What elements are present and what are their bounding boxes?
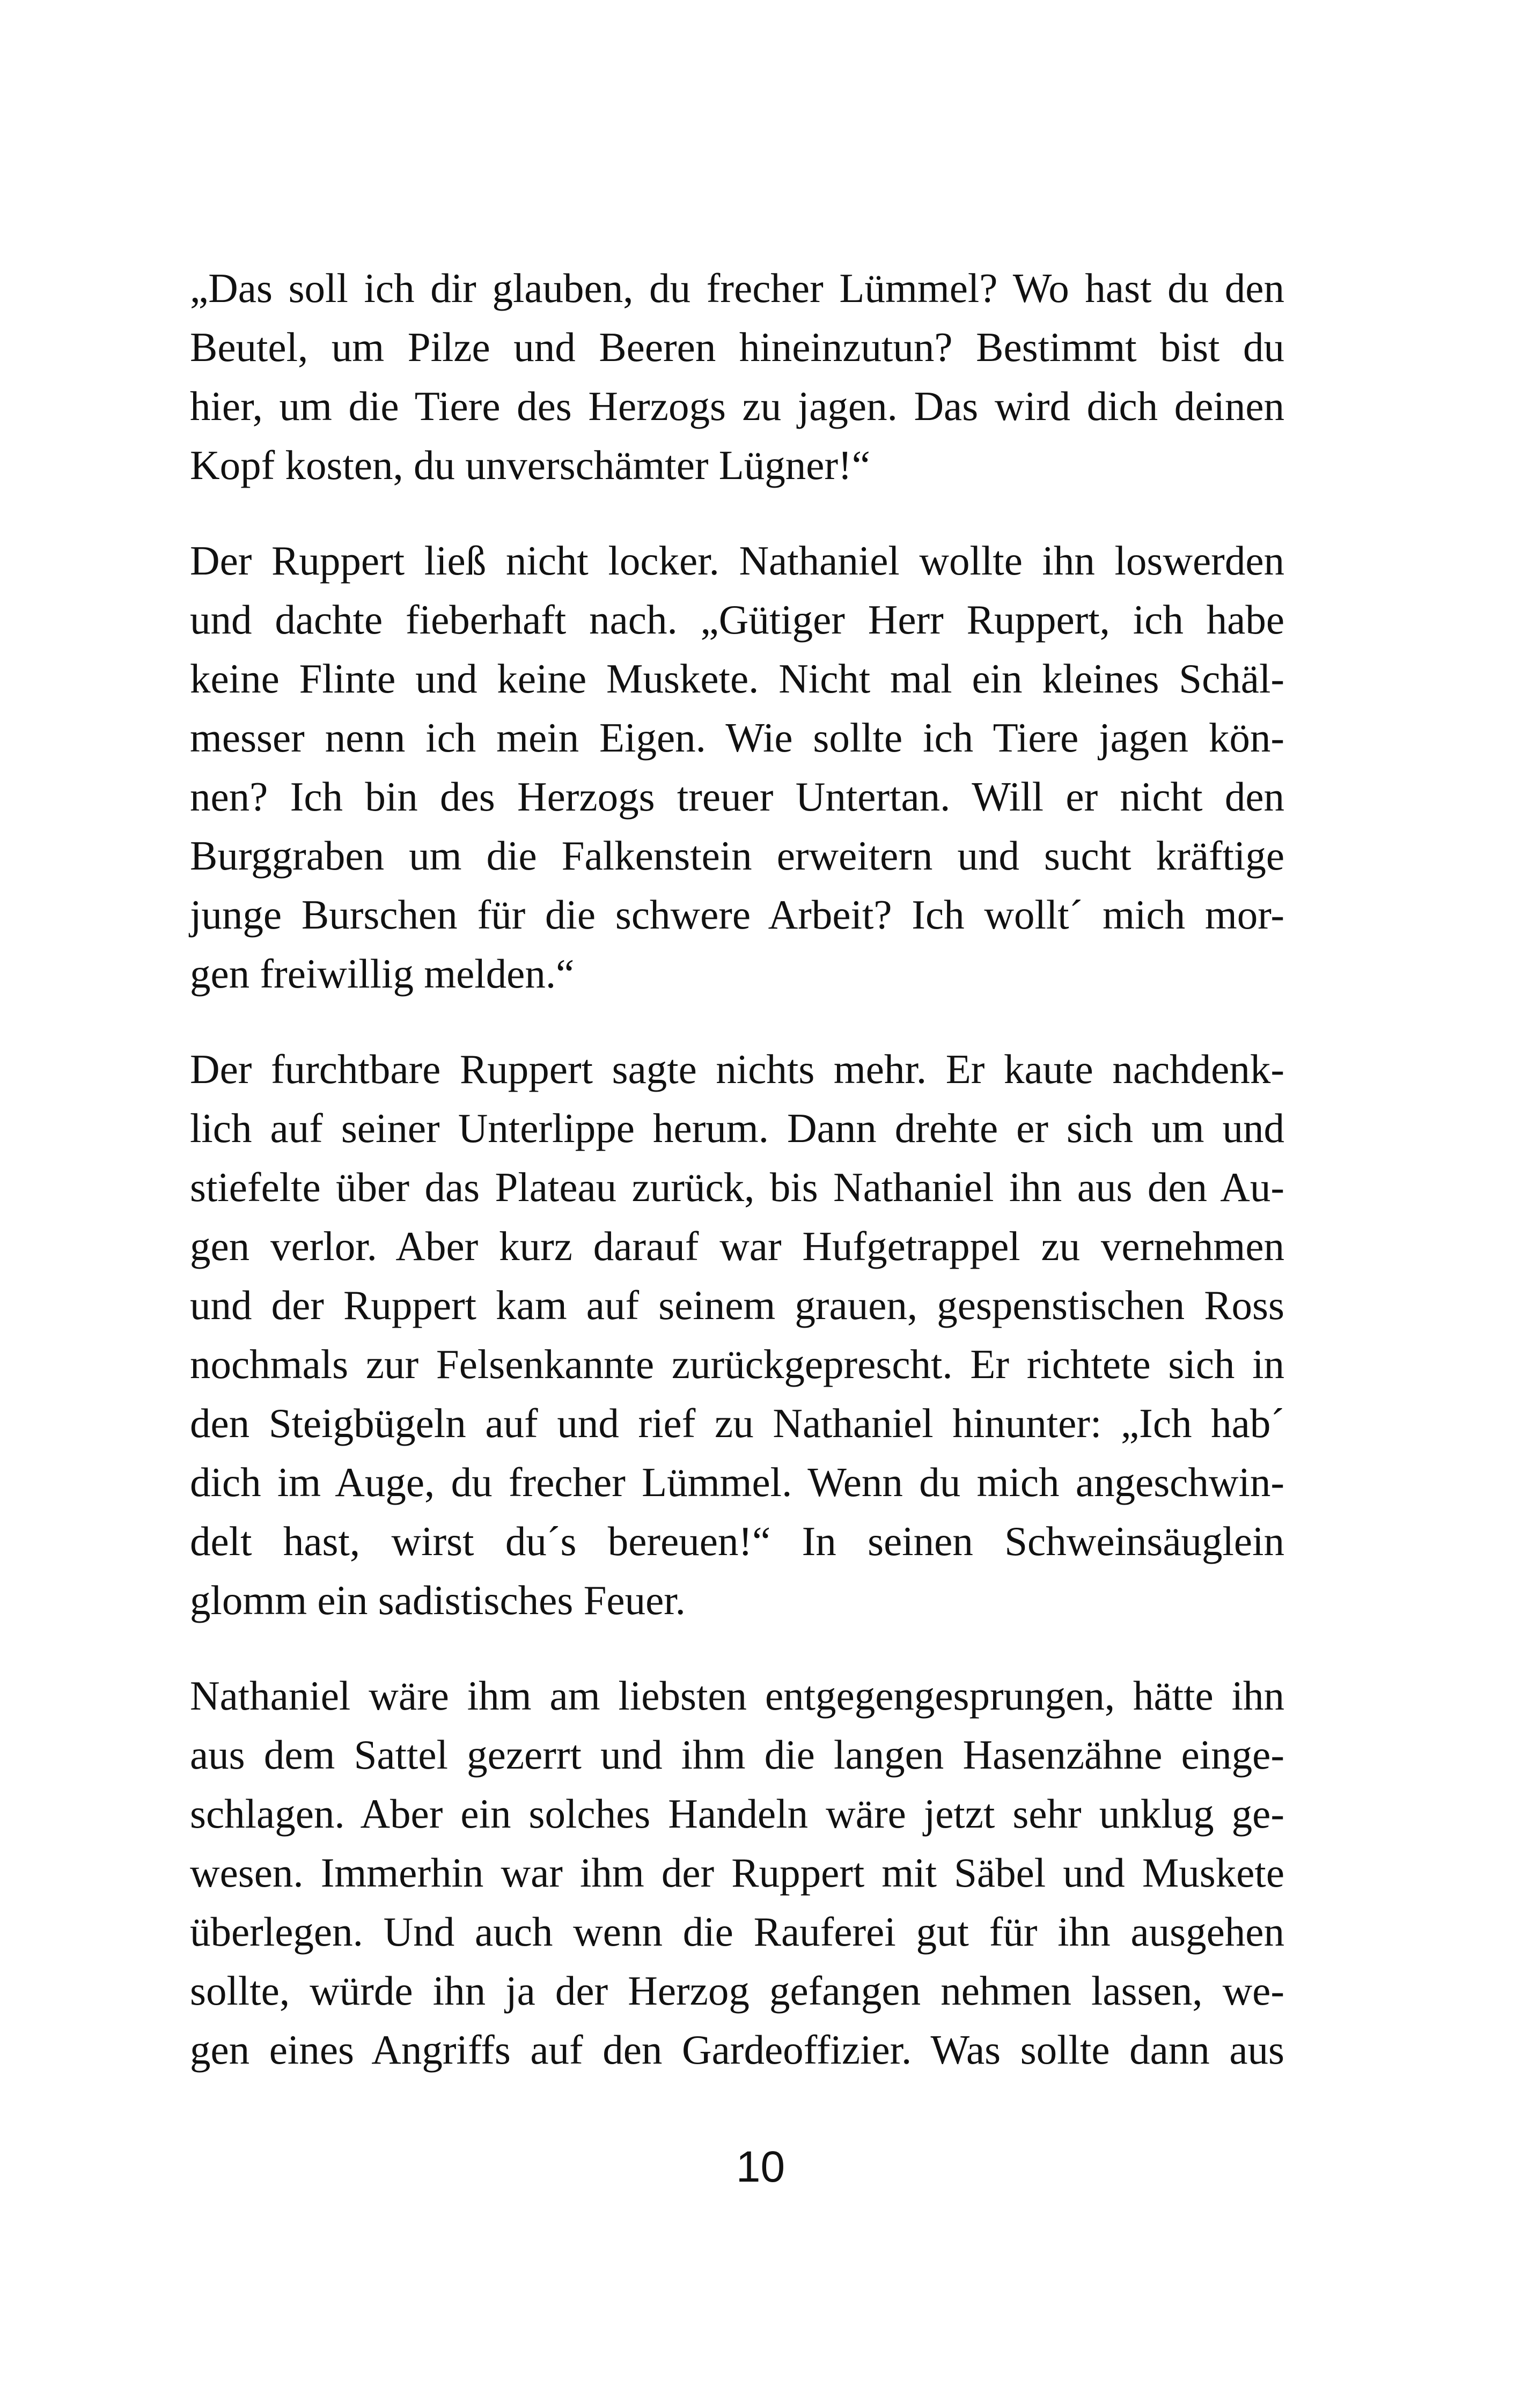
paragraph-2 bbox=[190, 531, 1284, 1003]
text-line: glomm ein sadistisches Feuer. bbox=[190, 1577, 686, 1623]
text-line: den Steigbügeln auf und rief zu Nathaniel hinunter: „Ich hab´ bbox=[190, 1400, 1284, 1446]
text-line: schlagen. Aber ein solches Handeln wäre jetzt sehr unklug ge- bbox=[190, 1791, 1284, 1837]
page-number: 10 bbox=[736, 2142, 785, 2191]
text-line: Beutel, um Pilze und Beeren hineinzutun? Bestimmt bist du bbox=[190, 324, 1284, 370]
text-line: hier, um die Tiere des Herzogs zu jagen. Das wird dich deinen bbox=[190, 383, 1284, 429]
text-line: gen eines Angriffs auf den Gardeoffizier. Was sollte dann aus bbox=[190, 2027, 1284, 2073]
text-line: aus dem Sattel gezerrt und ihm die langen Hasenzähne einge- bbox=[190, 1732, 1284, 1778]
text-line: delt hast, wirst du´s bereuen!“ In seinen Schweinsäuglein bbox=[190, 1518, 1284, 1564]
text-line: sollte, würde ihn ja der Herzog gefangen nehmen lassen, we- bbox=[190, 1968, 1284, 2014]
body-text bbox=[190, 259, 1284, 2079]
text-line: Burggraben um die Falkenstein erweitern und sucht kräftige bbox=[190, 833, 1284, 879]
text-line: und dachte fieberhaft nach. „Gütiger Herr Ruppert, ich habe bbox=[190, 597, 1284, 643]
text-line: gen freiwillig melden.“ bbox=[190, 951, 575, 997]
text-line: und der Ruppert kam auf seinem grauen, gespenstischen Ross bbox=[190, 1282, 1284, 1328]
text-line: stiefelte über das Plateau zurück, bis Nathaniel ihn aus den Au- bbox=[190, 1164, 1284, 1210]
paragraph-3 bbox=[190, 1040, 1284, 1630]
text-line: nen? Ich bin des Herzogs treuer Untertan. Will er nicht den bbox=[190, 774, 1284, 820]
text-line: Der Ruppert ließ nicht locker. Nathaniel wollte ihn loswerden bbox=[190, 537, 1284, 584]
text-line: gen verlor. Aber kurz darauf war Hufgetrappel zu vernehmen bbox=[190, 1223, 1284, 1269]
text-line: überlegen. Und auch wenn die Rauferei gut für ihn ausgehen bbox=[190, 1909, 1284, 1955]
text-line: messer nenn ich mein Eigen. Wie sollte ich Tiere jagen kön- bbox=[190, 715, 1284, 761]
text-line: junge Burschen für die schwere Arbeit? Ich wollt´ mich mor- bbox=[190, 892, 1284, 938]
text-line: „Das soll ich dir glauben, du frecher Lümmel? Wo hast du den bbox=[190, 265, 1284, 311]
text-line: lich auf seiner Unterlippe herum. Dann drehte er sich um und bbox=[190, 1105, 1284, 1151]
paragraph-spacer bbox=[190, 1630, 1284, 1666]
paragraph-spacer bbox=[190, 1003, 1284, 1040]
paragraph-spacer bbox=[190, 495, 1284, 531]
paragraph-1 bbox=[190, 259, 1284, 495]
text-line: Der furchtbare Ruppert sagte nichts mehr. Er kaute nachdenk- bbox=[190, 1046, 1284, 1092]
text-line: dich im Auge, du frecher Lümmel. Wenn du mich angeschwin- bbox=[190, 1459, 1284, 1505]
text-line: Kopf kosten, du unverschämter Lügner!“ bbox=[190, 442, 870, 488]
text-line: keine Flinte und keine Muskete. Nicht mal ein kleines Schäl- bbox=[190, 656, 1284, 702]
paragraph-4 bbox=[190, 1666, 1284, 2079]
text-line: Nathaniel wäre ihm am liebsten entgegengesprungen, hätte ihn bbox=[190, 1673, 1284, 1719]
text-line: nochmals zur Felsenkannte zurückgeprescht. Er richtete sich in bbox=[190, 1341, 1284, 1387]
text-line: wesen. Immerhin war ihm der Ruppert mit Säbel und Muskete bbox=[190, 1850, 1284, 1896]
